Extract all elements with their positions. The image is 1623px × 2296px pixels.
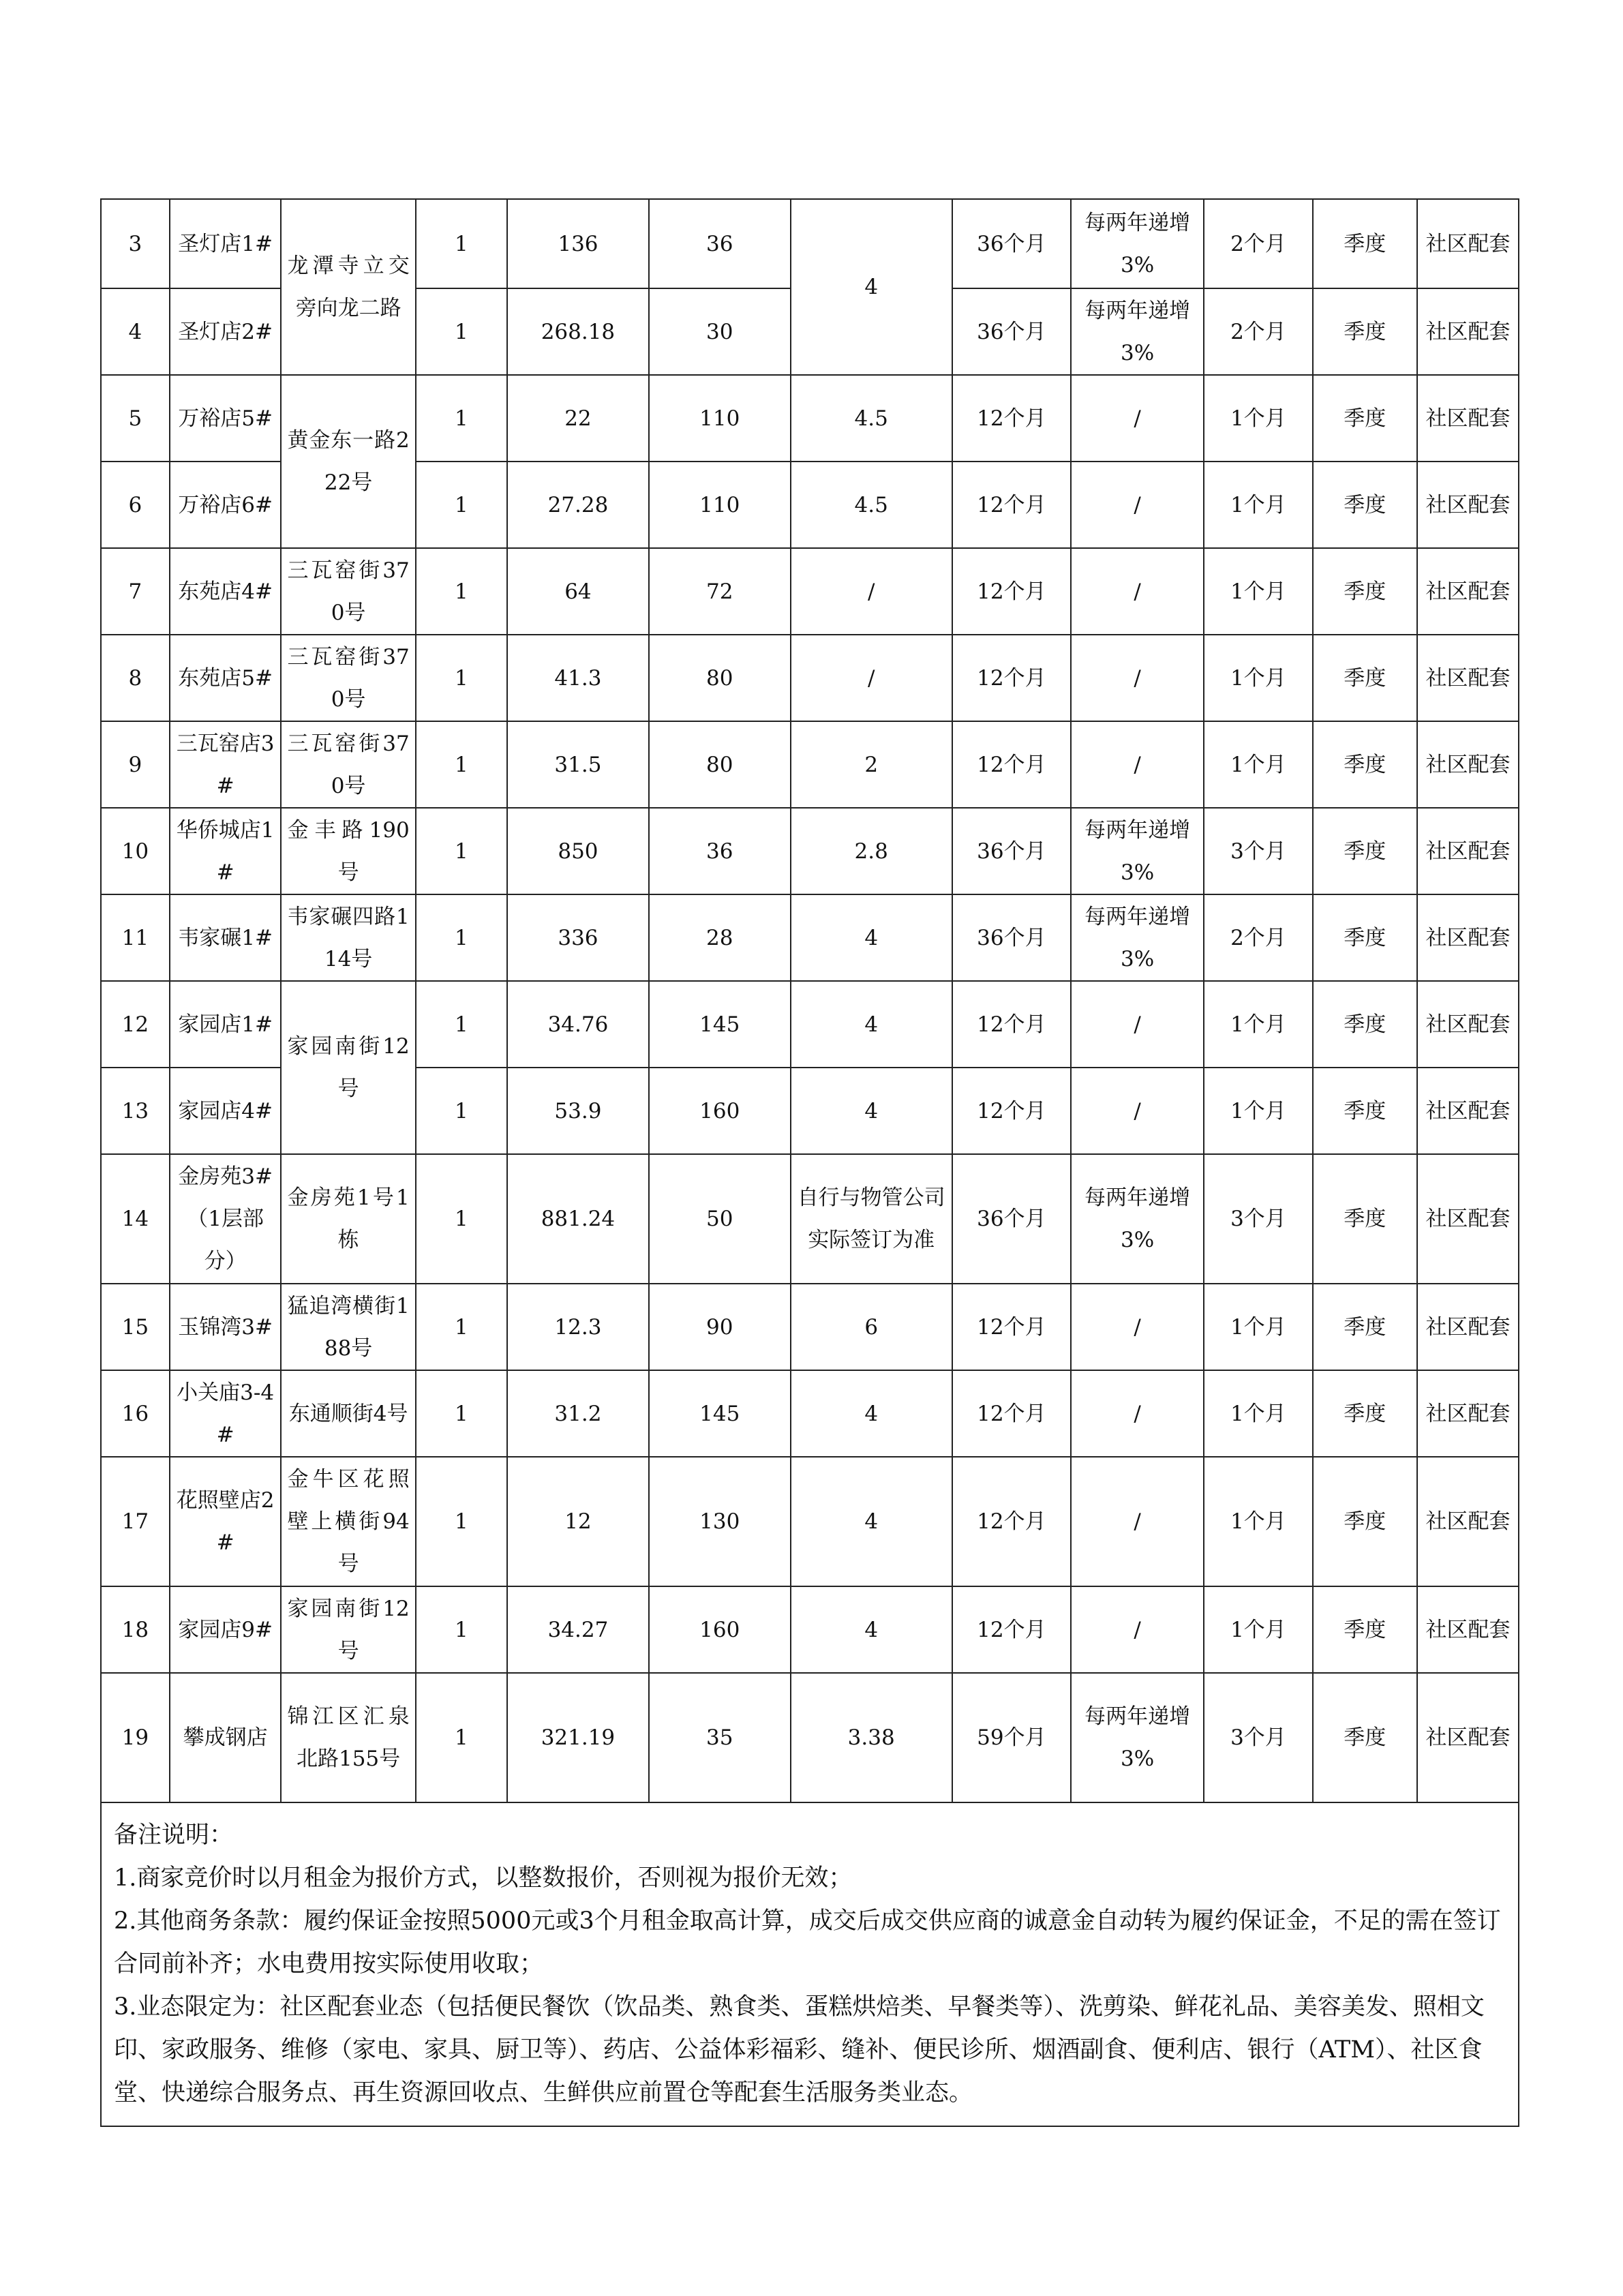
cell-type: 社区配套 bbox=[1417, 199, 1519, 288]
cell-area: 12 bbox=[507, 1457, 649, 1586]
table-row bbox=[101, 375, 1519, 462]
cell-store: 韦家碾1# bbox=[170, 894, 282, 981]
cell-store: 东苑店4# bbox=[170, 548, 282, 635]
table-row bbox=[101, 981, 1519, 1068]
cell-no: 19 bbox=[101, 1673, 170, 1802]
cell-no: 13 bbox=[101, 1068, 170, 1154]
cell-increase: / bbox=[1071, 721, 1204, 808]
cell-address: 黄金东一路222号 bbox=[281, 375, 415, 548]
cell-free: 2个月 bbox=[1204, 288, 1313, 375]
cell-type: 社区配套 bbox=[1417, 635, 1519, 721]
cell-floor: 1 bbox=[416, 635, 507, 721]
cell-price: 160 bbox=[649, 1586, 791, 1673]
table-row bbox=[101, 721, 1519, 808]
cell-floor: 1 bbox=[416, 462, 507, 548]
cell-type: 社区配套 bbox=[1417, 894, 1519, 981]
cell-address: 金房苑1号1栋 bbox=[281, 1154, 415, 1284]
cell-no: 18 bbox=[101, 1586, 170, 1673]
cell-price: 110 bbox=[649, 375, 791, 462]
cell-payment: 季度 bbox=[1313, 288, 1417, 375]
cell-floor: 1 bbox=[416, 1068, 507, 1154]
cell-address: 龙潭寺立交旁向龙二路 bbox=[281, 199, 415, 375]
cell-store: 华侨城店1# bbox=[170, 808, 282, 894]
cell-price: 35 bbox=[649, 1673, 791, 1802]
table-row bbox=[101, 894, 1519, 981]
cell-term: 36个月 bbox=[952, 199, 1071, 288]
cell-free: 1个月 bbox=[1204, 1457, 1313, 1586]
cell-floor: 1 bbox=[416, 548, 507, 635]
cell-payment: 季度 bbox=[1313, 1284, 1417, 1370]
cell-term: 36个月 bbox=[952, 808, 1071, 894]
cell-free: 1个月 bbox=[1204, 548, 1313, 635]
cell-area: 31.5 bbox=[507, 721, 649, 808]
cell-payment: 季度 bbox=[1313, 1673, 1417, 1802]
cell-price: 28 bbox=[649, 894, 791, 981]
cell-type: 社区配套 bbox=[1417, 1370, 1519, 1457]
cell-term: 12个月 bbox=[952, 1284, 1071, 1370]
cell-deposit: 4 bbox=[791, 1370, 952, 1457]
cell-no: 11 bbox=[101, 894, 170, 981]
cell-no: 12 bbox=[101, 981, 170, 1068]
cell-store: 三瓦窑店3# bbox=[170, 721, 282, 808]
cell-payment: 季度 bbox=[1313, 1370, 1417, 1457]
cell-term: 12个月 bbox=[952, 1457, 1071, 1586]
cell-store: 家园店9# bbox=[170, 1586, 282, 1673]
cell-area: 64 bbox=[507, 548, 649, 635]
cell-term: 36个月 bbox=[952, 1154, 1071, 1284]
cell-free: 1个月 bbox=[1204, 1586, 1313, 1673]
cell-deposit: 4.5 bbox=[791, 375, 952, 462]
cell-store: 家园店1# bbox=[170, 981, 282, 1068]
cell-deposit: 4 bbox=[791, 1457, 952, 1586]
cell-increase: 每两年递增3% bbox=[1071, 199, 1204, 288]
cell-store: 花照壁店2# bbox=[170, 1457, 282, 1586]
cell-store: 万裕店5# bbox=[170, 375, 282, 462]
cell-payment: 季度 bbox=[1313, 375, 1417, 462]
table-row bbox=[101, 1370, 1519, 1457]
cell-address: 三瓦窑街370号 bbox=[281, 721, 415, 808]
cell-increase: 每两年递增3% bbox=[1071, 1154, 1204, 1284]
cell-no: 5 bbox=[101, 375, 170, 462]
cell-price: 80 bbox=[649, 635, 791, 721]
cell-area: 881.24 bbox=[507, 1154, 649, 1284]
lease-table bbox=[100, 198, 1519, 2127]
table-row bbox=[101, 1457, 1519, 1586]
cell-type: 社区配套 bbox=[1417, 462, 1519, 548]
cell-type: 社区配套 bbox=[1417, 981, 1519, 1068]
cell-no: 4 bbox=[101, 288, 170, 375]
cell-price: 145 bbox=[649, 981, 791, 1068]
cell-floor: 1 bbox=[416, 721, 507, 808]
cell-payment: 季度 bbox=[1313, 981, 1417, 1068]
cell-area: 850 bbox=[507, 808, 649, 894]
cell-store: 圣灯店2# bbox=[170, 288, 282, 375]
cell-store: 圣灯店1# bbox=[170, 199, 282, 288]
cell-address: 家园南街12号 bbox=[281, 1586, 415, 1673]
cell-term: 12个月 bbox=[952, 1068, 1071, 1154]
cell-term: 12个月 bbox=[952, 635, 1071, 721]
cell-increase: / bbox=[1071, 1586, 1204, 1673]
cell-term: 12个月 bbox=[952, 548, 1071, 635]
cell-area: 136 bbox=[507, 199, 649, 288]
cell-address: 三瓦窑街370号 bbox=[281, 548, 415, 635]
table-row bbox=[101, 199, 1519, 288]
cell-free: 1个月 bbox=[1204, 635, 1313, 721]
cell-area: 34.27 bbox=[507, 1586, 649, 1673]
cell-store: 金房苑3#（1层部分） bbox=[170, 1154, 282, 1284]
cell-price: 50 bbox=[649, 1154, 791, 1284]
cell-free: 3个月 bbox=[1204, 1154, 1313, 1284]
cell-area: 53.9 bbox=[507, 1068, 649, 1154]
cell-no: 16 bbox=[101, 1370, 170, 1457]
cell-address: 金牛区花照壁上横街94号 bbox=[281, 1457, 415, 1586]
cell-area: 336 bbox=[507, 894, 649, 981]
cell-payment: 季度 bbox=[1313, 1068, 1417, 1154]
cell-address: 东通顺街4号 bbox=[281, 1370, 415, 1457]
table-row bbox=[101, 1154, 1519, 1284]
cell-price: 36 bbox=[649, 199, 791, 288]
cell-payment: 季度 bbox=[1313, 635, 1417, 721]
cell-payment: 季度 bbox=[1313, 721, 1417, 808]
cell-type: 社区配套 bbox=[1417, 721, 1519, 808]
cell-type: 社区配套 bbox=[1417, 1284, 1519, 1370]
cell-floor: 1 bbox=[416, 1284, 507, 1370]
cell-increase: / bbox=[1071, 548, 1204, 635]
cell-free: 2个月 bbox=[1204, 894, 1313, 981]
table-row bbox=[101, 548, 1519, 635]
cell-free: 3个月 bbox=[1204, 808, 1313, 894]
cell-floor: 1 bbox=[416, 375, 507, 462]
cell-term: 12个月 bbox=[952, 1370, 1071, 1457]
cell-type: 社区配套 bbox=[1417, 1457, 1519, 1586]
cell-area: 321.19 bbox=[507, 1673, 649, 1802]
cell-area: 268.18 bbox=[507, 288, 649, 375]
cell-deposit: 2.8 bbox=[791, 808, 952, 894]
table-row bbox=[101, 1586, 1519, 1673]
cell-type: 社区配套 bbox=[1417, 1673, 1519, 1802]
cell-increase: / bbox=[1071, 375, 1204, 462]
cell-deposit: 2 bbox=[791, 721, 952, 808]
cell-store: 小关庙3-4# bbox=[170, 1370, 282, 1457]
cell-type: 社区配套 bbox=[1417, 1154, 1519, 1284]
cell-floor: 1 bbox=[416, 1457, 507, 1586]
cell-deposit: 3.38 bbox=[791, 1673, 952, 1802]
cell-deposit: / bbox=[791, 548, 952, 635]
cell-type: 社区配套 bbox=[1417, 1068, 1519, 1154]
cell-term: 12个月 bbox=[952, 981, 1071, 1068]
cell-increase: / bbox=[1071, 981, 1204, 1068]
cell-free: 1个月 bbox=[1204, 1284, 1313, 1370]
cell-store: 攀成钢店 bbox=[170, 1673, 282, 1802]
cell-payment: 季度 bbox=[1313, 199, 1417, 288]
cell-free: 1个月 bbox=[1204, 981, 1313, 1068]
cell-deposit: 自行与物管公司实际签订为准 bbox=[791, 1154, 952, 1284]
cell-no: 7 bbox=[101, 548, 170, 635]
cell-floor: 1 bbox=[416, 1370, 507, 1457]
cell-store: 东苑店5# bbox=[170, 635, 282, 721]
cell-price: 72 bbox=[649, 548, 791, 635]
cell-free: 1个月 bbox=[1204, 721, 1313, 808]
cell-price: 36 bbox=[649, 808, 791, 894]
cell-increase: / bbox=[1071, 1457, 1204, 1586]
cell-payment: 季度 bbox=[1313, 1154, 1417, 1284]
cell-increase: 每两年递增3% bbox=[1071, 1673, 1204, 1802]
cell-free: 2个月 bbox=[1204, 199, 1313, 288]
cell-no: 9 bbox=[101, 721, 170, 808]
cell-price: 160 bbox=[649, 1068, 791, 1154]
cell-term: 36个月 bbox=[952, 288, 1071, 375]
notes-row bbox=[101, 1802, 1519, 2126]
cell-no: 15 bbox=[101, 1284, 170, 1370]
cell-no: 17 bbox=[101, 1457, 170, 1586]
cell-increase: / bbox=[1071, 635, 1204, 721]
cell-deposit: 4.5 bbox=[791, 462, 952, 548]
cell-area: 12.3 bbox=[507, 1284, 649, 1370]
cell-payment: 季度 bbox=[1313, 808, 1417, 894]
cell-term: 12个月 bbox=[952, 462, 1071, 548]
cell-term: 59个月 bbox=[952, 1673, 1071, 1802]
cell-address: 猛追湾横街188号 bbox=[281, 1284, 415, 1370]
cell-deposit: / bbox=[791, 635, 952, 721]
cell-payment: 季度 bbox=[1313, 462, 1417, 548]
cell-address: 三瓦窑街370号 bbox=[281, 635, 415, 721]
table-row bbox=[101, 808, 1519, 894]
table-row bbox=[101, 1284, 1519, 1370]
cell-type: 社区配套 bbox=[1417, 288, 1519, 375]
cell-area: 31.2 bbox=[507, 1370, 649, 1457]
cell-type: 社区配套 bbox=[1417, 1586, 1519, 1673]
cell-floor: 1 bbox=[416, 1154, 507, 1284]
cell-payment: 季度 bbox=[1313, 1586, 1417, 1673]
cell-term: 12个月 bbox=[952, 375, 1071, 462]
cell-floor: 1 bbox=[416, 808, 507, 894]
cell-price: 90 bbox=[649, 1284, 791, 1370]
cell-payment: 季度 bbox=[1313, 1457, 1417, 1586]
cell-address: 家园南街12号 bbox=[281, 981, 415, 1154]
cell-store: 家园店4# bbox=[170, 1068, 282, 1154]
cell-deposit: 4 bbox=[791, 1586, 952, 1673]
cell-no: 8 bbox=[101, 635, 170, 721]
cell-increase: 每两年递增3% bbox=[1071, 894, 1204, 981]
cell-type: 社区配套 bbox=[1417, 808, 1519, 894]
cell-free: 3个月 bbox=[1204, 1673, 1313, 1802]
cell-deposit: 4 bbox=[791, 1068, 952, 1154]
cell-no: 10 bbox=[101, 808, 170, 894]
cell-type: 社区配套 bbox=[1417, 375, 1519, 462]
cell-address: 韦家碾四路114号 bbox=[281, 894, 415, 981]
cell-floor: 1 bbox=[416, 288, 507, 375]
cell-no: 6 bbox=[101, 462, 170, 548]
cell-price: 145 bbox=[649, 1370, 791, 1457]
cell-term: 12个月 bbox=[952, 1586, 1071, 1673]
cell-free: 1个月 bbox=[1204, 1370, 1313, 1457]
cell-area: 27.28 bbox=[507, 462, 649, 548]
cell-increase: / bbox=[1071, 1284, 1204, 1370]
cell-store: 玉锦湾3# bbox=[170, 1284, 282, 1370]
cell-price: 80 bbox=[649, 721, 791, 808]
cell-address: 金丰路190号 bbox=[281, 808, 415, 894]
cell-free: 1个月 bbox=[1204, 375, 1313, 462]
note-item: 3.业态限定为：社区配套业态（包括便民餐饮（饮品类、熟食类、蛋糕烘焙类、早餐类等）、洗剪染、鲜花礼品、美容美发、照相文印、家政服务、维修（家电、家具、厨卫等）、药店、公益体彩福彩、缝补、便民诊所、烟酒副食、便利店、银行（ATM）、社区食堂、快递综合服务点、再生资源回收点、生鲜供应前置仓等配套生活服务类业态。 bbox=[114, 1993, 1485, 2106]
cell-increase: / bbox=[1071, 462, 1204, 548]
cell-increase: / bbox=[1071, 1370, 1204, 1457]
cell-floor: 1 bbox=[416, 981, 507, 1068]
cell-no: 3 bbox=[101, 199, 170, 288]
cell-payment: 季度 bbox=[1313, 894, 1417, 981]
note-item: 2.其他商务条款：履约保证金按照5000元或3个月租金取高计算，成交后成交供应商的诚意金自动转为履约保证金，不足的需在签订合同前补齐；水电费用按实际使用收取； bbox=[114, 1907, 1501, 1978]
cell-no: 14 bbox=[101, 1154, 170, 1284]
table-row bbox=[101, 1673, 1519, 1802]
cell-floor: 1 bbox=[416, 1586, 507, 1673]
cell-increase: 每两年递增3% bbox=[1071, 288, 1204, 375]
cell-deposit: 4 bbox=[791, 894, 952, 981]
cell-floor: 1 bbox=[416, 199, 507, 288]
notes-title: 备注说明： bbox=[114, 1822, 234, 1849]
cell-area: 22 bbox=[507, 375, 649, 462]
cell-area: 34.76 bbox=[507, 981, 649, 1068]
cell-term: 36个月 bbox=[952, 894, 1071, 981]
cell-payment: 季度 bbox=[1313, 548, 1417, 635]
table-row bbox=[101, 635, 1519, 721]
document-page bbox=[100, 198, 1519, 2127]
cell-price: 30 bbox=[649, 288, 791, 375]
cell-term: 12个月 bbox=[952, 721, 1071, 808]
cell-deposit: 6 bbox=[791, 1284, 952, 1370]
cell-deposit: 4 bbox=[791, 199, 952, 375]
cell-address: 锦江区汇泉北路155号 bbox=[281, 1673, 415, 1802]
cell-floor: 1 bbox=[416, 894, 507, 981]
cell-free: 1个月 bbox=[1204, 462, 1313, 548]
cell-deposit: 4 bbox=[791, 981, 952, 1068]
cell-type: 社区配套 bbox=[1417, 548, 1519, 635]
note-item: 1.商家竞价时以月租金为报价方式，以整数报价，否则视为报价无效； bbox=[114, 1864, 853, 1892]
cell-increase: 每两年递增3% bbox=[1071, 808, 1204, 894]
cell-increase: / bbox=[1071, 1068, 1204, 1154]
cell-store: 万裕店6# bbox=[170, 462, 282, 548]
cell-area: 41.3 bbox=[507, 635, 649, 721]
cell-free: 1个月 bbox=[1204, 1068, 1313, 1154]
notes-cell bbox=[101, 1802, 1519, 2126]
cell-floor: 1 bbox=[416, 1673, 507, 1802]
cell-price: 130 bbox=[649, 1457, 791, 1586]
cell-price: 110 bbox=[649, 462, 791, 548]
